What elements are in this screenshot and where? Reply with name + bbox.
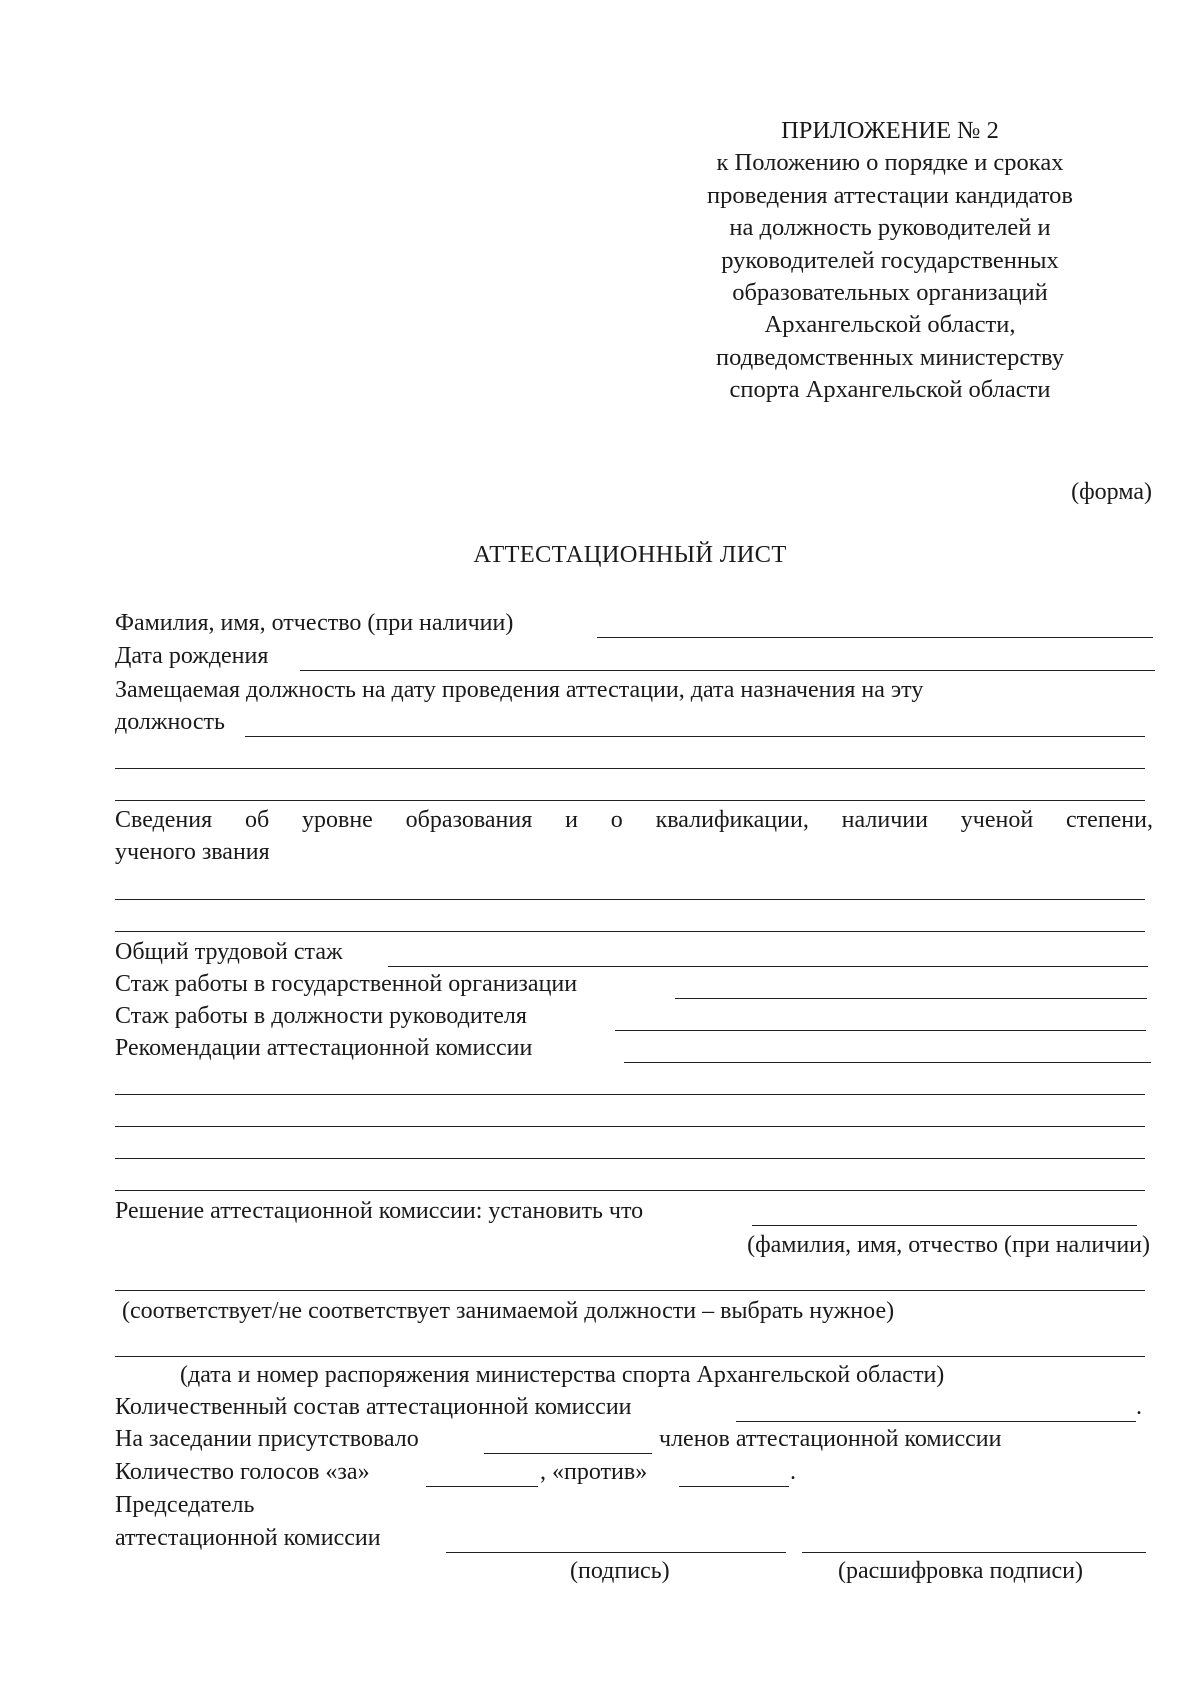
appendix-line: руководителей государственных — [721, 246, 1059, 274]
form-mark: (форма) — [1071, 479, 1152, 505]
commission-size-label: Количественный состав аттестационной комиссии — [115, 1394, 632, 1420]
state-org-experience-label: Стаж работы в государственной организации — [115, 971, 578, 997]
fio-label: Фамилия, имя, отчество (при наличии) — [115, 610, 514, 636]
votes-for-field[interactable] — [426, 1486, 538, 1487]
total-experience-label: Общий трудовой стаж — [115, 939, 343, 965]
signature-decode-hint: (расшифровка подписи) — [838, 1558, 1083, 1584]
appendix-header — [640, 115, 1140, 407]
appendix-line: проведения аттестации кандидатов — [707, 181, 1073, 209]
present-suffix: членов аттестационной комиссии — [659, 1426, 1002, 1452]
votes-against-label: , «против» — [540, 1459, 648, 1485]
education-field[interactable] — [115, 931, 1145, 932]
recommendations-field[interactable] — [624, 1062, 1151, 1063]
page-title: АТТЕСТАЦИОННЫЙ ЛИСТ — [473, 541, 787, 568]
chairman-label-line1: Председатель — [115, 1492, 255, 1518]
decision-label: Решение аттестационной комиссии: установить что — [115, 1198, 644, 1224]
commission-size-field[interactable] — [736, 1421, 1136, 1422]
appendix-line: Архангельской области, — [764, 311, 1016, 339]
position-field-extra[interactable] — [115, 768, 1145, 769]
position-field-extra[interactable] — [115, 800, 1145, 801]
appendix-line: подведомственных министерству — [716, 343, 1064, 371]
order-field[interactable] — [115, 1356, 1145, 1357]
birth-date-label: Дата рождения — [115, 643, 269, 669]
decision-fio-field[interactable] — [752, 1225, 1137, 1226]
signature-hint: (подпись) — [570, 1558, 670, 1584]
appendix-line: на должность руководителей и — [729, 214, 1051, 242]
appendix-line: ПРИЛОЖЕНИЕ № 2 — [781, 117, 999, 144]
recommendations-field-extra[interactable] — [115, 1094, 1145, 1095]
appendix-line: образовательных организаций — [732, 279, 1048, 307]
education-field[interactable] — [115, 899, 1145, 900]
votes-end: . — [790, 1459, 796, 1485]
recommendations-field-extra[interactable] — [115, 1126, 1145, 1127]
head-experience-label: Стаж работы в должности руководителя — [115, 1003, 527, 1029]
compliance-hint: (соответствует/не соответствует занимаемой должности – выбрать нужное) — [122, 1298, 895, 1324]
appendix-line: спорта Архангельской области — [729, 376, 1051, 404]
head-experience-field[interactable] — [615, 1030, 1146, 1031]
commission-size-end: . — [1136, 1394, 1142, 1420]
total-experience-field[interactable] — [388, 966, 1148, 967]
order-hint: (дата и номер распоряжения министерства спорта Архангельской области) — [180, 1362, 945, 1388]
state-org-experience-field[interactable] — [675, 998, 1147, 999]
position-label-line2: должность — [115, 709, 225, 735]
votes-against-field[interactable] — [679, 1486, 789, 1487]
education-label-line2: ученого звания — [115, 839, 270, 865]
present-count-field[interactable] — [484, 1453, 652, 1454]
recommendations-field-extra[interactable] — [115, 1158, 1145, 1159]
fio-field[interactable] — [597, 637, 1153, 638]
chairman-label-line2: аттестационной комиссии — [115, 1525, 381, 1551]
recommendations-field-extra[interactable] — [115, 1190, 1145, 1191]
position-label-line1: Замещаемая должность на дату проведения аттестации, дата назначения на эту — [115, 677, 924, 703]
recommendations-label: Рекомендации аттестационной комиссии — [115, 1035, 533, 1061]
present-label: На заседании присутствовало — [115, 1426, 419, 1452]
decision-fio-hint: (фамилия, имя, отчество (при наличии) — [747, 1232, 1150, 1258]
position-field[interactable] — [245, 736, 1145, 737]
decision-fio-field-extra[interactable] — [115, 1290, 1145, 1291]
votes-for-label: Количество голосов «за» — [115, 1459, 370, 1485]
education-label-line1: Сведения об уровне образования и о квалификации, наличии ученой степени, — [115, 807, 1153, 833]
signature-field[interactable] — [446, 1552, 786, 1553]
birth-date-field[interactable] — [300, 670, 1155, 671]
appendix-line: к Положению о порядке и сроках — [716, 149, 1064, 177]
signature-decode-field[interactable] — [802, 1552, 1146, 1553]
